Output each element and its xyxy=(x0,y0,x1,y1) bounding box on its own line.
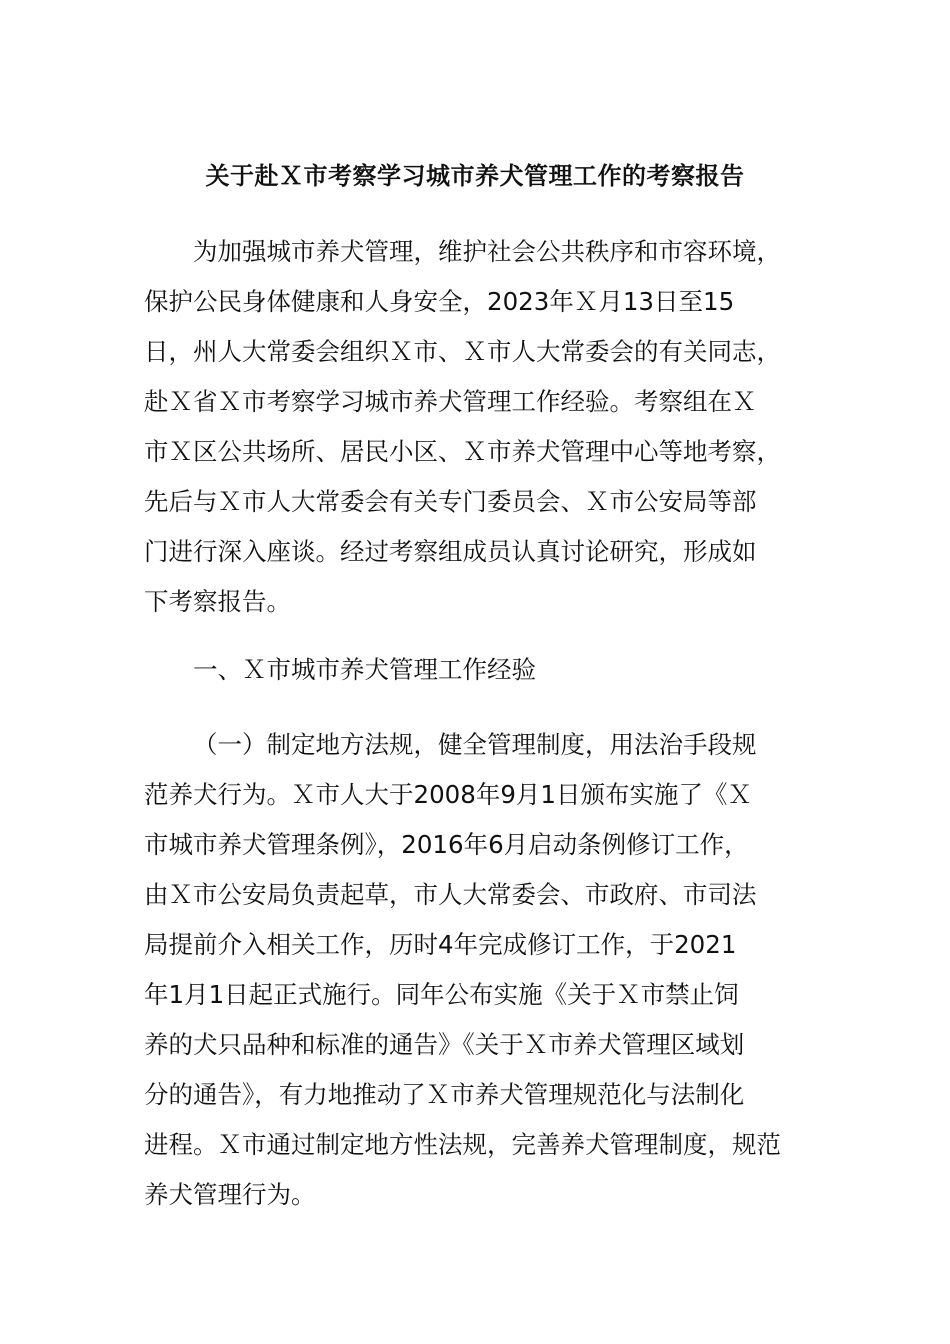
section-heading xyxy=(144,645,809,695)
paragraph-line: 年1月1日起正式施行。同年公布实施《关于Ｘ市禁止饲 xyxy=(144,980,739,1009)
paragraph-line: 门进行深入座谈。经过考察组成员认真讨论研究，形成如 xyxy=(144,537,757,566)
paragraph-line: 为加强城市养犬管理，维护社会公共秩序和市容环境， xyxy=(193,237,781,266)
paragraph-line: 日，州人大常委会组织Ｘ市、Ｘ市人大常委会的有关同志， xyxy=(144,337,781,366)
section-paragraph xyxy=(144,720,809,1220)
paragraph-line: 范养犬行为。Ｘ市人大于2008年9月1日颁布实施了《Ｘ xyxy=(144,780,753,809)
paragraph-line: 先后与Ｘ市人大常委会有关专门委员会、Ｘ市公安局等部 xyxy=(144,487,757,516)
paragraph-line: 养犬管理行为。 xyxy=(144,1180,316,1209)
intro-paragraph xyxy=(144,227,809,627)
paragraph-line: 由Ｘ市公安局负责起草，市人大常委会、市政府、市司法 xyxy=(144,880,757,909)
paragraph-line: 进程。Ｘ市通过制定地方性法规，完善养犬管理制度，规范 xyxy=(144,1130,781,1159)
document-title: 关于赴Ｘ市考察学习城市养犬管理工作的考察报告 xyxy=(205,162,745,190)
paragraph-line: 赴Ｘ省Ｘ市考察学习城市养犬管理工作经验。考察组在Ｘ xyxy=(144,387,757,416)
paragraph-line: （一）制定地方法规，健全管理制度，用法治手段规 xyxy=(193,730,757,759)
paragraph-line: 下考察报告。 xyxy=(144,587,291,616)
paragraph-line: 局提前介入相关工作，历时4年完成修订工作，于2021 xyxy=(144,930,737,959)
paragraph-line: 养的犬只品种和标准的通告》《关于Ｘ市养犬管理区域划 xyxy=(144,1030,745,1059)
paragraph-line: 市Ｘ区公共场所、居民小区、Ｘ市养犬管理中心等地考察， xyxy=(144,437,781,466)
paragraph-line: 市城市养犬管理条例》，2016年6月启动条例修订工作， xyxy=(144,830,749,859)
paragraph-line: 保护公民身体健康和人身安全，2023年Ｘ月13日至15 xyxy=(144,287,735,316)
paragraph-line: 分的通告》，有力地推动了Ｘ市养犬管理规范化与法制化 xyxy=(144,1080,745,1109)
section-heading-text: 一、Ｘ市城市养犬管理工作经验 xyxy=(193,655,536,684)
